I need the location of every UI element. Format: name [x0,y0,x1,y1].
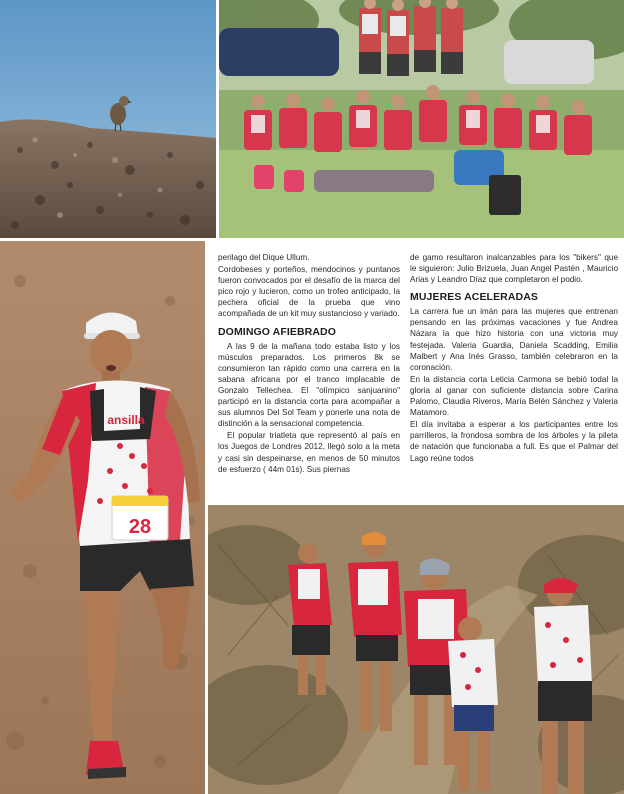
photo-trail-runner [0,241,205,794]
article-column-left [218,252,400,476]
bird-photo-graphic [0,0,216,238]
group-photo-graphic [219,0,624,238]
section-heading: DOMINGO AFIEBRADO [218,325,336,338]
hikers-photo-graphic [208,505,624,794]
article-column-right [410,252,618,465]
article-paragraph: En la distancia corta Leticia Carmona se bebió todal la gloria al ganar con suficiente distancia sobre Carina Palomo, Claudia Riveros, María Belén Sánchez y Valeria Matamoro. [410,374,618,418]
article-paragraph: perilago del Dique Ullum. [218,253,310,262]
article-paragraph: El día invitaba a esperar a los participantes entre los parrilleros, la frondosa sombra de los árboles y la pileta de natación que funcionaba a full. Es que el Palmar del Lago reúne todos [410,420,618,463]
article-paragraph: La carrera fue un imán para las mujeres que entrenan pensando en las próximas vacaciones y fue Andrea Názara la que hizo historia con una victoria muy festejada. Valeria Guardia, Daniela Scadding, Emilia Malbert y Ana Inés Grasso, también celebraron en la coronación. [410,307,618,372]
article-paragraph: A las 9 de la mañana todo estaba listo y los músculos preparados. Los primeros 8k se consumieron tan rápido como una carrera en la sabana africana por el tranco implacable de Gonzalo Tellechea. El "olímpico sanjuanino" participó en la distancia corta para acompañar a sus alumnos Del Sol Team y ponerle una nota de distinción a la sensacional competencia. [218,341,400,429]
bib-number: 28 [128,516,152,538]
article-paragraph: El popular triatleta que representó al país en los Juegos de Londres 2012, llegó solo a la meta y casi sin despeinarse, en menos de 50 minutos de esfuerzo ( 44m 01s). Sus piernas [218,431,400,474]
photo-group-of-runners [219,0,624,238]
jersey-brand-text: ansilla [107,413,145,427]
photo-hikers-on-trail [208,505,624,794]
photo-bird-on-rocks [0,0,216,238]
section-heading: MUJERES ACELERADAS [410,291,539,304]
article-paragraph: de gamo resultaron inalcanzables para los "bikers" que le siguieron: Julio Brizuela, Juan Angel Pastén , Mauricio Arias y Leandro Díaz que completaron el podio. [410,253,618,285]
car-icon [504,40,594,84]
runner-photo-graphic [0,241,205,794]
article-paragraph: Cordobeses y porteños, mendocinos y puntanos fueron convocados por el desafío de la marca del pico rojo y lucieron, como un trofeo anticipado, la pechera oficial de la prueba que vino acompañada de un kit muy sustancioso y variado. [218,265,400,319]
car-icon [219,28,339,76]
